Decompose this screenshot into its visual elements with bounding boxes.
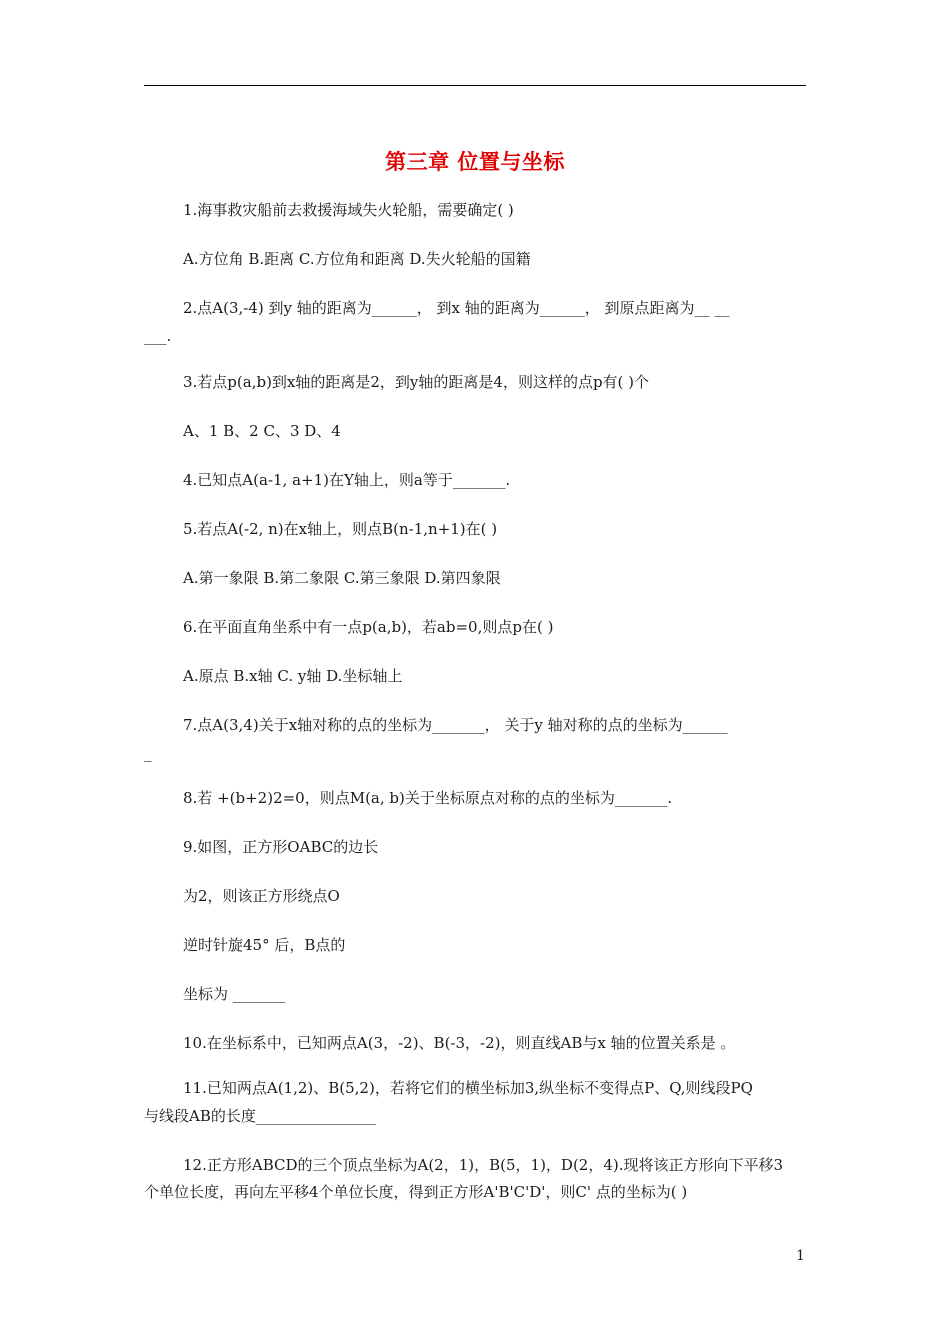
question-6: 6.在平面直角坐系中有一点p(a,b)，若ab=0,则点p在( ) bbox=[183, 618, 554, 636]
page-title: 第三章 位置与坐标 bbox=[385, 150, 565, 174]
question-8: 8.若 +(b+2)2=0，则点M(a, b)关于坐标原点对称的点的坐标为_______. bbox=[183, 789, 673, 807]
question-1-options: A.方位角 B.距离 C.方位角和距离 D.失火轮船的国籍 bbox=[183, 250, 531, 268]
question-11: 11.已知两点A(1,2)、B(5,2)，若将它们的横坐标加3,纵坐标不变得点P、Q,则线段PQ bbox=[183, 1079, 753, 1097]
question-5-options: A.第一象限 B.第二象限 C.第三象限 D.第四象限 bbox=[183, 569, 501, 587]
page-number: 1 bbox=[796, 1248, 805, 1264]
question-5: 5.若点A(-2, n)在x轴上，则点B(n-1,n+1)在( ) bbox=[183, 520, 498, 538]
question-4: 4.已知点A(a-1, a+1)在Y轴上，则a等于_______. bbox=[183, 471, 511, 489]
question-2-continued: ___. bbox=[144, 327, 172, 345]
question-2: 2.点A(3,-4) 到y 轴的距离为______， 到x 轴的距离为______， 到原点距离为__ __ bbox=[183, 299, 730, 317]
question-9-line-2: 为2，则该正方形绕点O bbox=[183, 887, 340, 905]
question-12: 12.正方形ABCD的三个顶点坐标为A(2，1)，B(5，1)，D(2，4).现将该正方形向下平移3 bbox=[183, 1156, 784, 1174]
question-3-options: A、1 B、2 C、3 D、4 bbox=[183, 422, 341, 440]
header-rule bbox=[144, 85, 806, 86]
question-6-options: A.原点 B.x轴 C. y轴 D.坐标轴上 bbox=[183, 667, 403, 685]
question-3: 3.若点p(a,b)到x轴的距离是2，到y轴的距离是4，则这样的点p有( )个 bbox=[183, 373, 650, 391]
question-9-line-1: 9.如图，正方形OABC的边长 bbox=[183, 838, 379, 856]
question-7: 7.点A(3,4)关于x轴对称的点的坐标为_______， 关于y 轴对称的点的坐标为______ bbox=[183, 716, 728, 734]
question-7-continued: _ bbox=[144, 744, 152, 762]
question-9-line-3: 逆时针旋45° 后，B点的 bbox=[183, 936, 346, 954]
question-12-continued: 个单位长度，再向左平移4个单位长度，得到正方形A'B'C'D'，则C' 点的坐标为( ) bbox=[144, 1183, 688, 1201]
question-9-line-4: 坐标为 _______ bbox=[183, 985, 286, 1003]
question-11-continued: 与线段AB的长度________________ bbox=[144, 1107, 376, 1125]
question-1: 1.海事救灾船前去救援海域失火轮船，需要确定( ) bbox=[183, 201, 514, 219]
question-10: 10.在坐标系中，已知两点A(3，-2)、B(-3，-2)，则直线AB与x 轴的位置关系是 。 bbox=[183, 1034, 736, 1052]
